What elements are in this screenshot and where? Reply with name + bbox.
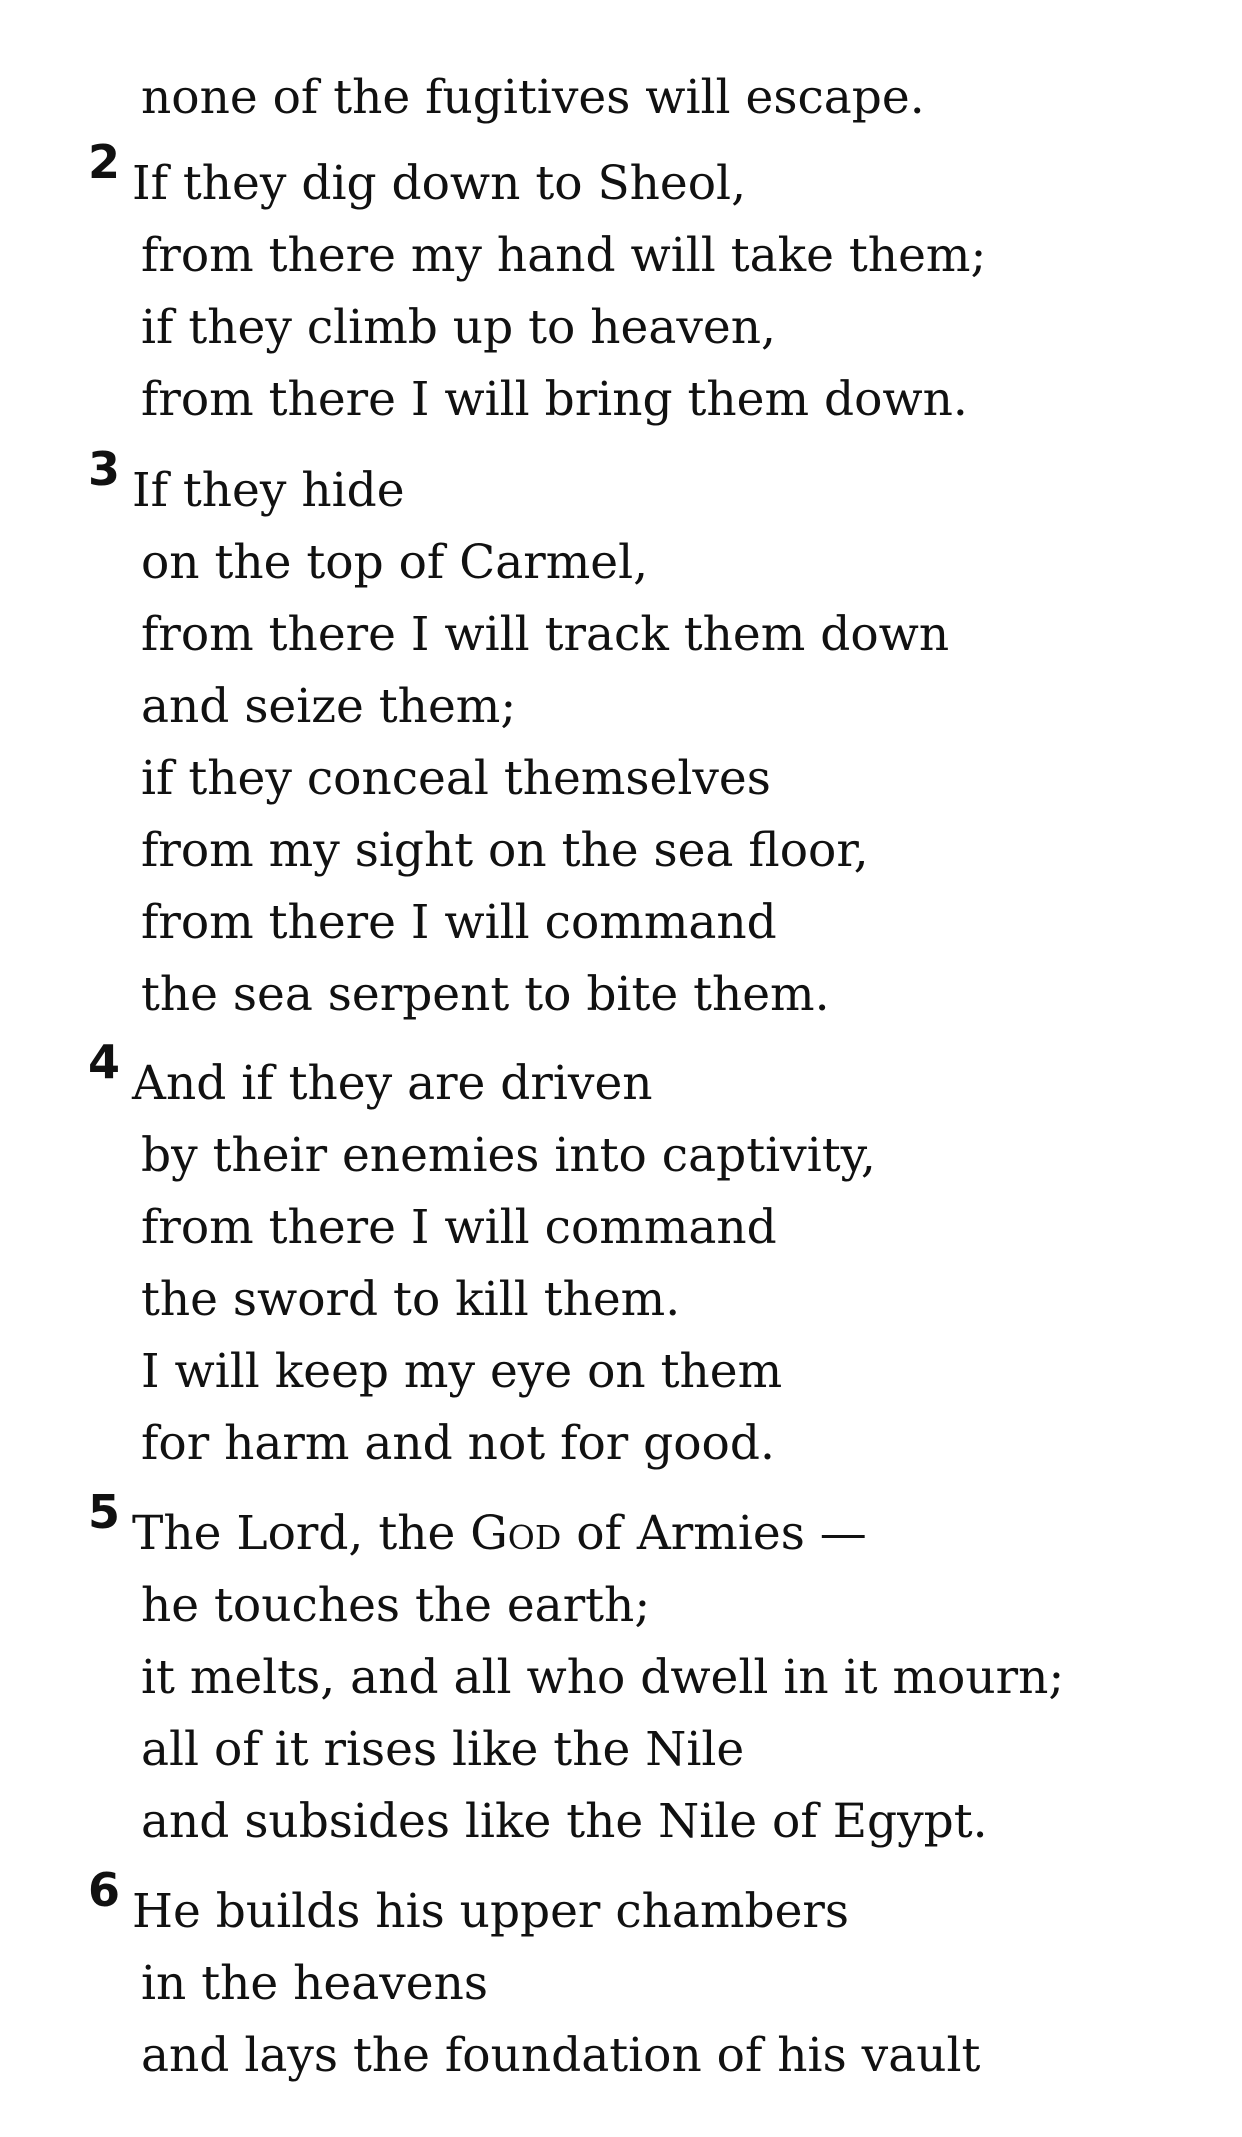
verse-line: the sea serpent to bite them. — [141, 967, 830, 1022]
verse-line: If they dig down to Sheol, — [132, 156, 747, 211]
verse-line: from there I will track them down — [141, 607, 950, 662]
verse-line: if they climb up to heaven, — [141, 300, 776, 355]
verse-5 — [0, 1485, 1242, 1858]
verse-line: from there I will bring them down. — [141, 372, 968, 427]
continuation-line: none of the fugitives will escape. — [141, 70, 925, 125]
verse-4 — [0, 1035, 1242, 1480]
verse-line — [0, 1498, 1242, 1570]
divine-name-smallcaps: God — [470, 1506, 562, 1561]
verse-line: He builds his upper chambers — [132, 1884, 850, 1939]
verse-line: it melts, and all who dwell in it mourn; — [141, 1650, 1065, 1705]
verse-line: for harm and not for good. — [141, 1416, 775, 1471]
verse-number: 4 — [88, 1035, 121, 1089]
verse-line: the sword to kill them. — [141, 1272, 681, 1327]
verse-line: and lays the foundation of his vault — [141, 2028, 981, 2083]
verse-line: in the heavens — [141, 1956, 489, 2011]
verse-number: 5 — [88, 1485, 121, 1539]
verse-line-text: The Lord, the — [132, 1506, 471, 1561]
verse-line: all of it rises like the Nile — [141, 1722, 745, 1777]
verse-line-text: of Armies — — [561, 1506, 867, 1561]
verse-line: from my sight on the sea floor, — [141, 823, 869, 878]
verse-line: by their enemies into captivity, — [141, 1128, 876, 1183]
verse-line: If they hide — [132, 463, 405, 518]
verse-line: from there my hand will take them; — [141, 228, 987, 283]
verse-3 — [0, 442, 1242, 1031]
verse-line: I will keep my eye on them — [141, 1344, 783, 1399]
verse-number: 6 — [88, 1863, 121, 1917]
verse-6 — [0, 1863, 1242, 2092]
verse-line: if they conceal themselves — [141, 751, 771, 806]
verse-line: on the top of Carmel, — [141, 535, 649, 590]
verse-line: from there I will command — [141, 895, 777, 950]
verse-line: from there I will command — [141, 1200, 777, 1255]
verse-number: 3 — [88, 442, 121, 496]
verse-line: and seize them; — [141, 679, 517, 734]
verse-line: And if they are driven — [132, 1056, 653, 1111]
verse-line: he touches the earth; — [141, 1578, 651, 1633]
verse-2 — [0, 135, 1242, 436]
verse-line: and subsides like the Nile of Egypt. — [141, 1794, 988, 1849]
verse-number: 2 — [88, 135, 121, 189]
